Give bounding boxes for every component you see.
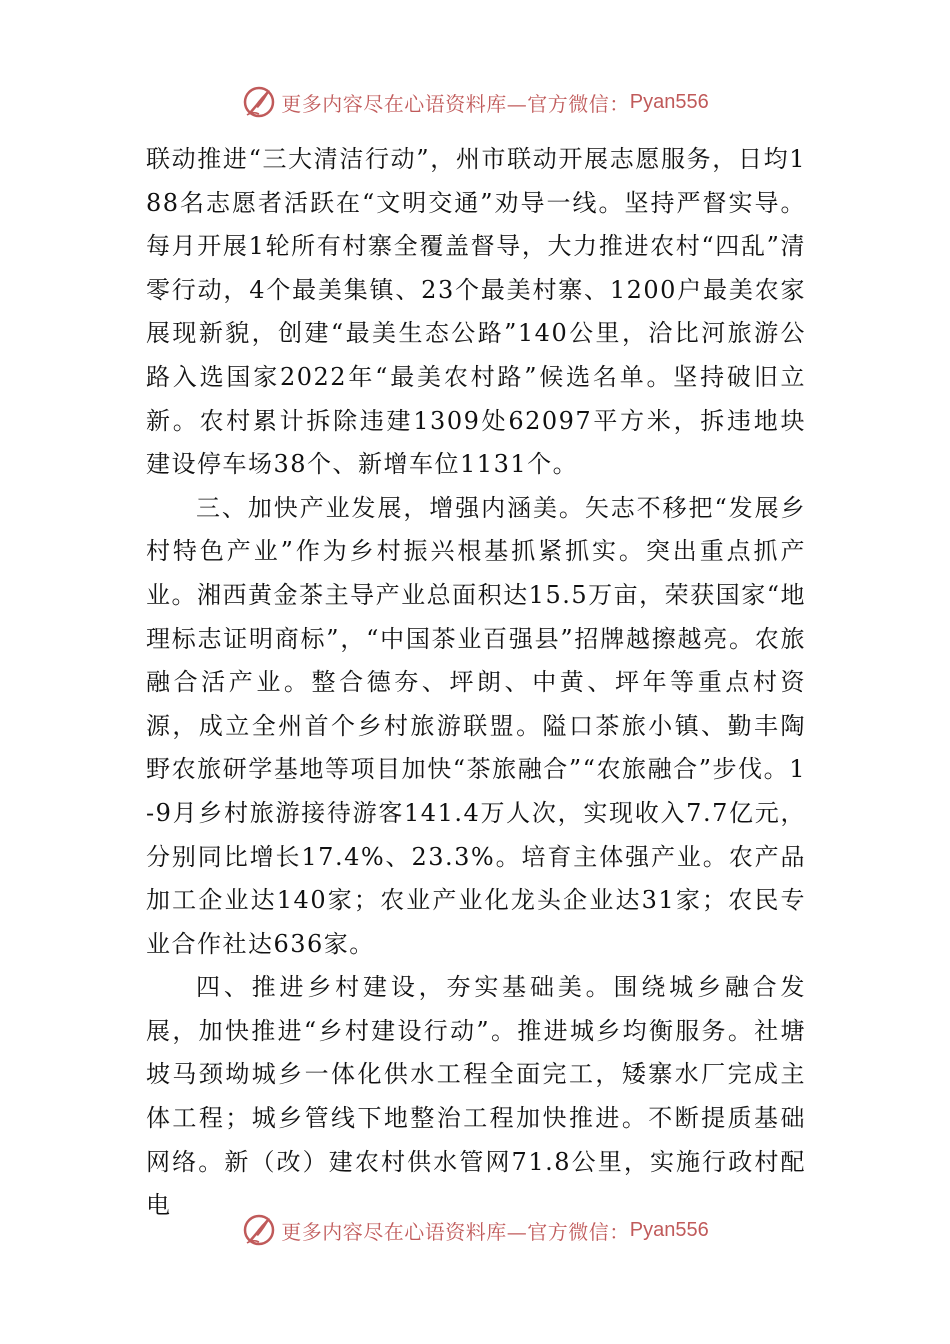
paragraph-3: 四、推进乡村建设，夯实基础美。围绕城乡融合发展，加快推进“乡村建设行动”。推进城乡均衡服务。社塘坡马颈坳城乡一体化供水工程全面完工，矮寨水厂完成主体工程；城乡管线下地整治工程加快推进。不断提质基础网络。新（改）建农村供水管网71.8公里，实施行政村配电 <box>146 973 806 1220</box>
quill-logo-icon <box>241 1212 277 1248</box>
paragraph-1: 联动推进“三大清洁行动”，州市联动开展志愿服务，日均188名志愿者活跃在“文明交通”劝导一线。坚持严督实导。每月开展1轮所有村寨全覆盖督导，大力推进农村“四乱”清零行动，4个最美集镇、23个最美村寨、1200户最美农家展现新貌，创建“最美生态公路”140公里，洽比河旅游公路入选国家2022年“最美农村路”候选名单。坚持破旧立新。农村累计拆除违建1309处62097平方米，拆违地块建设停车场38个、新增车位1131个。 <box>146 145 806 479</box>
footer-banner <box>0 1210 950 1250</box>
paragraph-2: 三、加快产业发展，增强内涵美。矢志不移把“发展乡村特色产业”作为乡村振兴根基抓紧抓实。突出重点抓产业。湘西黄金茶主导产业总面积达15.5万亩，荣获国家“地理标志证明商标”，“中国茶业百强县”招牌越擦越亮。农旅融合活产业。整合德夯、坪朗、中黄、坪年等重点村资源，成立全州首个乡村旅游联盟。隘口茶旅小镇、勤丰陶野农旅研学基地等项目加快“茶旅融合”“农旅融合”步伐。1-9月乡村旅游接待游客141.4万人次，实现收入7.7亿元，分别同比增长17.4%、23.3%。培育主体强产业。农产品加工企业达140家；农业产业化龙头企业达31家；农民专业合作社达636家。 <box>146 493 806 958</box>
footer-wechat-id: Pyan556 <box>629 1218 709 1241</box>
header-banner <box>0 82 950 122</box>
quill-logo-icon <box>241 84 277 120</box>
document-body <box>146 138 806 1228</box>
footer-banner-text: 更多内容尽在心语资料库—官方微信： <box>281 1219 630 1244</box>
header-wechat-id: Pyan556 <box>629 90 709 113</box>
header-banner-text: 更多内容尽在心语资料库—官方微信： <box>281 91 630 116</box>
